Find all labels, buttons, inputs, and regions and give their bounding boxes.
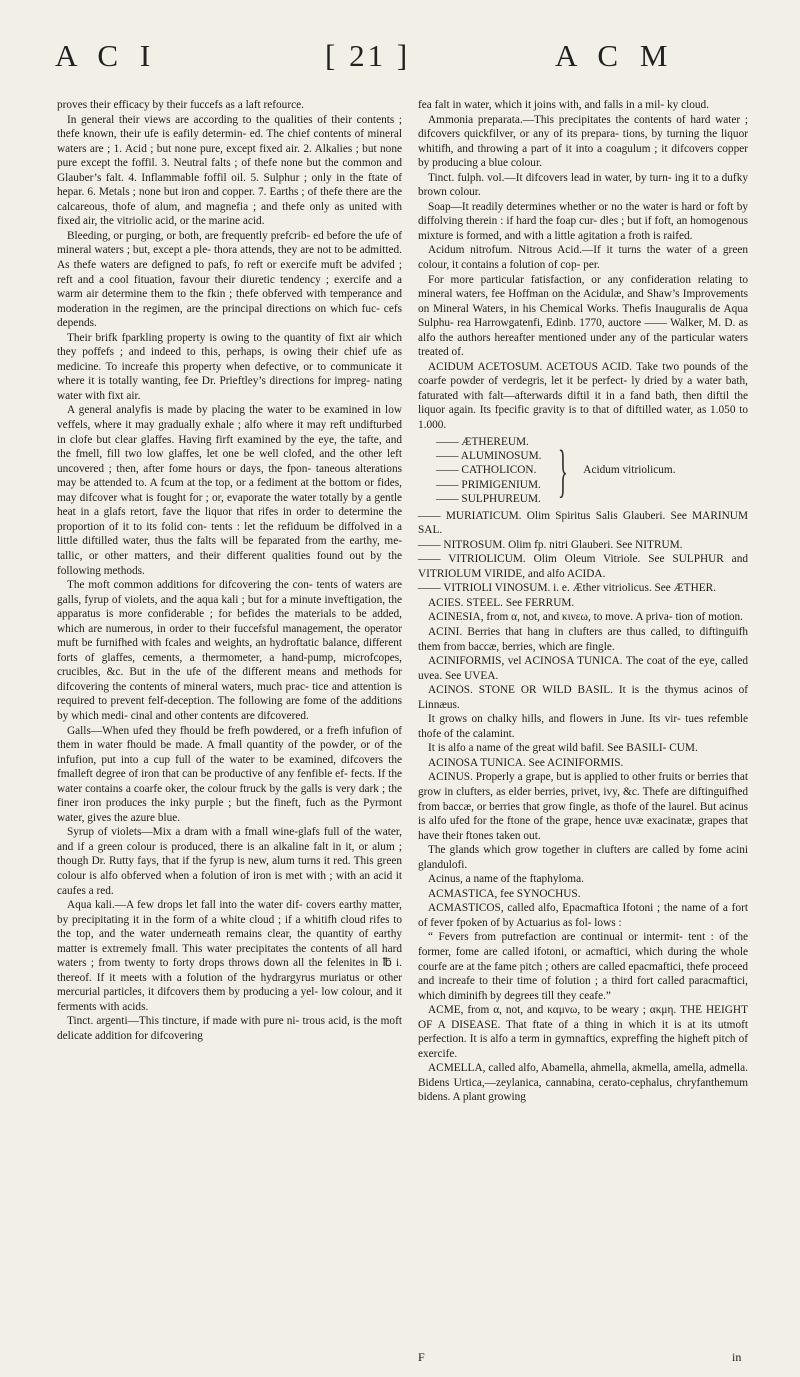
paragraph: —— VITRIOLICUM. Olim Oleum Vitriole. See SULPHUR and VITRIOLUM VIRIDE, and alfo ACIDA. — [418, 553, 748, 580]
header-right-term: A C M — [555, 38, 675, 73]
paragraph: ACINUS. Properly a grape, but is applied to other fruits or berries that grow in clufters, as elder berries, privet, ivy, &c. Thefe are diftinguifhed from baccæ, or berries that grow fingle, as thofe of the laurel. But acinus is alfo ufed for the ftone of the grape, hence uvæ exacinatæ, grapes that have their ftones taken out. — [418, 771, 748, 842]
paragraph: ACINIFORMIS, vel ACINOSA TUNICA. The coat of the eye, called uvea. See UVEA. — [418, 655, 748, 682]
paragraph: A general analyfis is made by placing the water to be examined in low veffels, where it may gradually exhale ; alfo where it may reft undifturbed in clofe but clear glaffes. Having firft examined by the eye, the tafte, and the fmell, fill two low glaffes, let one be well clofed, and the other left uncovered ; then, after fome hours or days, the fpon- taneous alterations may be attended to. A fcum at the top, or a fediment at the bottom or fides, may difcover what is fought for ; or, evaporate the water totally by a gentle heat in a glafs retort, fave the liquor that rifes in order to determine the proportion of it to its folid con- tents : let the refiduum be diffolved in a little diftilled water, thus the falts will be feparated from the earthy, me- tallic, or other matters, and their different qualities found out by the following methods. — [57, 404, 402, 577]
paragraph: ACMASTICA, fee SYNOCHUS. — [428, 887, 581, 900]
running-header — [0, 38, 800, 78]
paragraph: Galls—When ufed they fhould be frefh powdered, or a frefh infufion of them in water fhould be made. A fmall quantity of the powder, or of the infufion, put into a cup full of the water to be examined, difcovers the fmalleft degree of iron that can be productive of any fenfible ef- fects. If the water contains a coarfe oker, the colour ftruck by the galls is very dark ; the finer iron produces the inky purple ; but the fineft, fuch as the Pyrmont water, gives the azure blue. — [57, 724, 402, 824]
paragraph: Bleeding, or purging, or both, are frequently prefcrib- ed before the ufe of mineral waters ; but, except a ple- thora attends, they are not to be admitted. As thefe waters are defigned to pafs, fo reft or exercife muft be advifed ; reft and a cool fituation, favour their diuretic tendency ; exercife and a warm air determine them to the fkin ; thefe obferved with temperance and moderation in the regimen, are the principal directions on which fuc- cefs depends. — [57, 229, 402, 330]
synonym-name: —— PRIMIGENIUM. — [436, 478, 541, 491]
page-number: [ 21 ] — [325, 38, 411, 73]
paragraph: Soap—It readily determines whether or no the water is hard or foft by diffolving therein : if hard the foap cur- dles ; but if foft, an homogenous mixture is formed, and with a little agitation a froth is raifed. — [418, 200, 748, 242]
paragraph: ACINOS. STONE OR WILD BASIL. It is the thymus acinos of Linnæus. — [418, 684, 748, 711]
brace-mark: } — [558, 437, 569, 503]
paragraph: ACMASTICOS, called alfo, Epacmaftica Ifotoni ; the name of a fort of fever fpoken of by Actuarius as fol- lows : — [418, 902, 748, 929]
paragraph: For more particular fatisfaction, or any confideration relating to mineral waters, fee Hoffman on the Acidulæ, and Shaw’s Improvements on Mineral Waters, in his Chemical Works. Thefis Inauguralis de Aqua Sulphu- rea Harrowgatenfi, Edinb. 1770, auctore —— Walker, M. D. as alfo the authors hereafter mentioned under any of the particular waters treated of. — [418, 273, 748, 359]
paragraph: It grows on chalky hills, and flowers in June. Its vir- tues refemble thofe of the calamint. — [418, 713, 748, 740]
paragraph: The moft common additions for difcovering the con- tents of waters are galls, fyrup of violets, and the aqua kali ; but for a minute inveftigation, the apparatus is more confiderable ; for befides the materials to be added, which are numerous, in order to their fuccefsful management, the operator muft be furnifhed with fcales and weights, an hydroftatic balance, different forts of glaffes, cements, a thermometer, a hand-pump, microfcopes, crucibles, &c. But in the ufe of the different means and methods for difcovering the contents of mineral waters, much prac- tice and attention is required to prevent felf-deception. The following are fome of the additions by which medi- cinal and other contents are difcovered. — [57, 579, 402, 722]
paragraph: “ Fevers from putrefaction are continual or intermit- tent : of the former, fome are called ifotoni, or acmaftici, which during the whole courfe are at the fame pitch ; others are called epacmaftici, thefe proceed and increafe to their time of folution ; a third fort called paracmaftici, which diminifh by degrees till they ceafe.” — [418, 931, 748, 1002]
synonym-names — [418, 435, 541, 507]
paragraph: Their brifk fparkling property is owing to the quantity of fixt air which they poffefs ; and indeed to this, perhaps, is owing their chief ufe as medicine. To increafe this property when defective, or to communicate it where it is totally wanting, fee Dr. Prieftley’s directions for impreg- nating water with fixt air. — [57, 331, 402, 402]
paragraph: ACINOSA TUNICA. See ACINIFORMIS. — [428, 756, 624, 769]
paragraph: ACME, from α, not, and καμνω, to be weary ; ακμη. THE HEIGHT OF A DISEASE. That ftate of a thing in which it is at its utmoft perfection. It is alfo a term in gymnaftics, expreffing the higheft pitch of exercife. — [418, 1004, 748, 1060]
catchword: in — [732, 1350, 742, 1364]
paragraph: —— MURIATICUM. Olim Spiritus Salis Glauberi. See MARINUM SAL. — [418, 509, 748, 537]
paragraph: ACINI. Berries that hang in clufters are thus called, to diftinguifh them from baccæ, berries, which are fingle. — [418, 625, 748, 653]
paragraph: —— NITROSUM. Olim fp. nitri Glauberi. See NITRUM. — [418, 538, 683, 551]
synonym-name: —— ALUMINOSUM. — [436, 449, 542, 462]
paragraph: proves their efficacy by their fuccefs as a laft refource. — [57, 99, 304, 111]
synonym-target: Acidum vitriolicum. — [583, 464, 676, 477]
paragraph: It is alfo a name of the great wild bafil. See BASILI- CUM. — [428, 742, 698, 755]
left-column — [57, 98, 402, 1044]
paragraph: ACIES. STEEL. See FERRUM. — [428, 596, 575, 609]
paragraph: Acidum nitrofum. Nitrous Acid.—If it turns the water of a green colour, it contains a folution of cop- per. — [418, 244, 748, 272]
synonym-name: —— SULPHUREUM. — [436, 493, 541, 506]
paragraph: In general their views are according to the qualities of their contents ; thefe known, their ufe is eafily determin- ed. The chief contents of mineral waters are ; 1. Acid ; but none pure, except fixed air. 2. Alkalies ; but none pure except the foffil. 3. Neutral falts ; of thefe none but the common and Glauber’s falt. 4. Inflammable foffil oil. 5. Sulphur ; only in the ftate of hepar. 6. Metals ; none but iron and copper. 7. Earths ; of thefe there are the calcareous, thofe of alum, and magnefia ; and thefe only as united with fixed air, the vitriolic acid, or the marine acid. — [57, 113, 402, 228]
paragraph: Syrup of violets—Mix a dram with a fmall wine-glafs full of the water, and if a green colour is produced, there is an alkaline falt in it, or alum ; though Dr. Rutty fays, that if the fyrup is new, alum turns it red. This green colour is alfo obferved when a folution of iron is met with ; with an acid it caufes a red. — [57, 826, 402, 897]
synonym-name: —— CATHOLICON. — [436, 464, 537, 477]
paragraph: —— VITRIOLI VINOSUM. i. e. Æther vitriolicus. See ÆTHER. — [418, 582, 716, 595]
paragraph: Ammonia preparata.—This precipitates the contents of hard water ; difcovers quickfilver, or any of its prepara- tions, by turning the liquor whitifh, and throwing a part of it into a coagulum ; it difcovers copper by producing a blue colour. — [418, 113, 748, 170]
paragraph: Tinct. argenti—This tincture, if made with pure ni- trous acid, is the moft delicate addition for difcovering — [57, 1015, 402, 1042]
paragraph: Aqua kali.—A few drops let fall into the water dif- covers earthy matter, by precipitating it in the form of a white cloud ; if a whitifh cloud rifes to the top, and the water underneath remains clear, the quantity of earthy matter is extremely fmall. This water precipitates the contents of all hard waters ; from twenty to forty drops throws down all the felenites in ℔ i. thereof. If it meets with a folution of the hydrargyrus muriatus or other mercurial particles, it difcovers them by producing a yel- low colour, and it ferments with acids. — [57, 899, 402, 1013]
right-column — [418, 98, 748, 1105]
synonym-group — [418, 435, 748, 507]
paragraph: Acinus, a name of the ftaphyloma. — [428, 873, 584, 886]
paragraph: ACINESIA, from α, not, and κινεω, to move. A priva- tion of motion. — [428, 611, 743, 624]
synonym-name: —— ÆTHEREUM. — [436, 435, 529, 448]
paragraph: Tinct. fulph. vol.—It difcovers lead in water, by turn- ing it to a dufky brown colour. — [418, 171, 748, 199]
paragraph: ACIDUM ACETOSUM. ACETOUS ACID. Take two pounds of the coarfe powder of verdegris, let it be perfect- ly dried by a water bath, faturated with falt—afterwards diftil it in a fand bath, then diftil the liquor again. Its fpecific gravity is to that of diftilled water, as 1.050 to 1.000. — [418, 360, 748, 432]
paragraph: ACMELLA, called alfo, Abamella, ahmella, akmella, amella, admella. Bidens Urtica,—zeylanica, cannabina, cerato-cephalus, chryfanthemum bidens. A plant growing — [418, 1062, 748, 1104]
signature-mark: F — [418, 1350, 425, 1364]
paragraph: fea falt in water, which it joins with, and falls in a mil- ky cloud. — [418, 99, 709, 111]
header-left-term: A C I — [55, 38, 158, 73]
paragraph: The glands which grow together in clufters are called by fome acini glandulofi. — [418, 844, 748, 871]
